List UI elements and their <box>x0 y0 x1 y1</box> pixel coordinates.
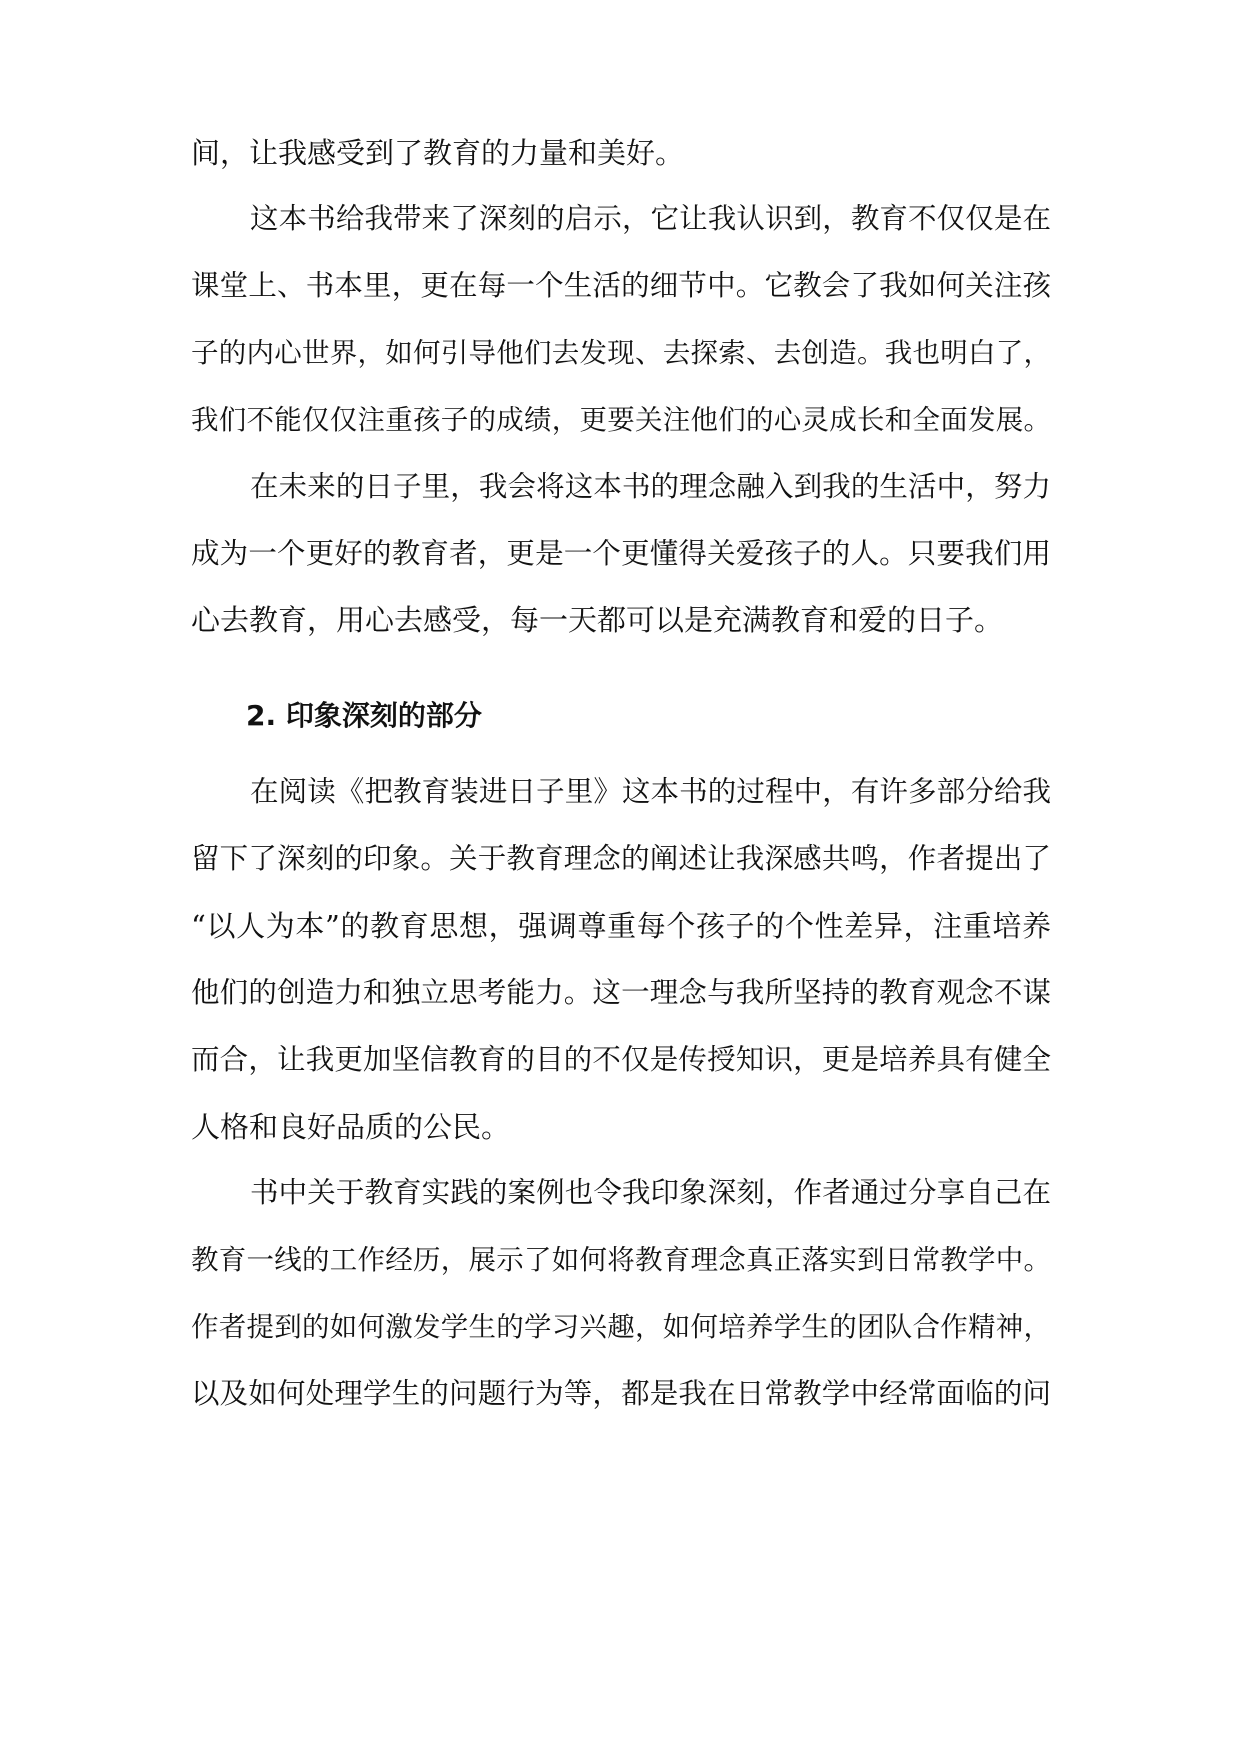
paragraph-future-line-2: 成为一个更好的教育者，更是一个更懂得关爱孩子的人。只要我们用 <box>191 537 1051 570</box>
paragraph-impression-line-4: 他们的创造力和独立思考能力。这一理念与我所坚持的教育观念不谋 <box>191 976 1051 1009</box>
paragraph-practice-line-1: 书中关于教育实践的案例也令我印象深刻，作者通过分享自己在 <box>250 1176 1051 1209</box>
paragraph-practice-line-3: 作者提到的如何激发学生的学习兴趣，如何培养学生的团队合作精神， <box>191 1311 1051 1343</box>
paragraph-impression-line-5: 而合，让我更加坚信教育的目的不仅是传授知识，更是培养具有健全 <box>191 1043 1051 1076</box>
paragraph-insight-line-1: 这本书给我带来了深刻的启示，它让我认识到，教育不仅仅是在 <box>250 202 1051 235</box>
paragraph-future-line-1: 在未来的日子里，我会将这本书的理念融入到我的生活中，努力 <box>250 470 1051 503</box>
paragraph-insight-line-3: 子的内心世界，如何引导他们去发现、去探索、去创造。我也明白了， <box>191 337 1051 369</box>
section-heading: 2. 印象深刻的部分 <box>246 699 482 732</box>
paragraph-impression-line-1: 在阅读《把教育装进日子里》这本书的过程中，有许多部分给我 <box>250 775 1051 808</box>
paragraph-future-line-3: 心去教育，用心去感受，每一天都可以是充满教育和爱的日子。 <box>191 603 1004 637</box>
paragraph-impression-line-6: 人格和良好品质的公民。 <box>191 1110 511 1144</box>
paragraph-impression-line-2: 留下了深刻的印象。关于教育理念的阐述让我深感共鸣，作者提出了 <box>191 842 1051 875</box>
paragraph-intro-tail-line-1: 间，让我感受到了教育的力量和美好。 <box>191 136 685 170</box>
paragraph-practice-line-4: 以及如何处理学生的问题行为等，都是我在日常教学中经常面临的问 <box>191 1377 1051 1410</box>
paragraph-practice-line-2: 教育一线的工作经历，展示了如何将教育理念真正落实到日常教学中。 <box>191 1244 1051 1276</box>
paragraph-insight-line-2: 课堂上、书本里，更在每一个生活的细节中。它教会了我如何关注孩 <box>191 269 1051 302</box>
paragraph-impression-line-3: “以人为本”的教育思想，强调尊重每个孩子的个性差异，注重培养 <box>191 909 1051 943</box>
paragraph-insight-line-4: 我们不能仅仅注重孩子的成绩，更要关注他们的心灵成长和全面发展。 <box>191 404 1051 436</box>
